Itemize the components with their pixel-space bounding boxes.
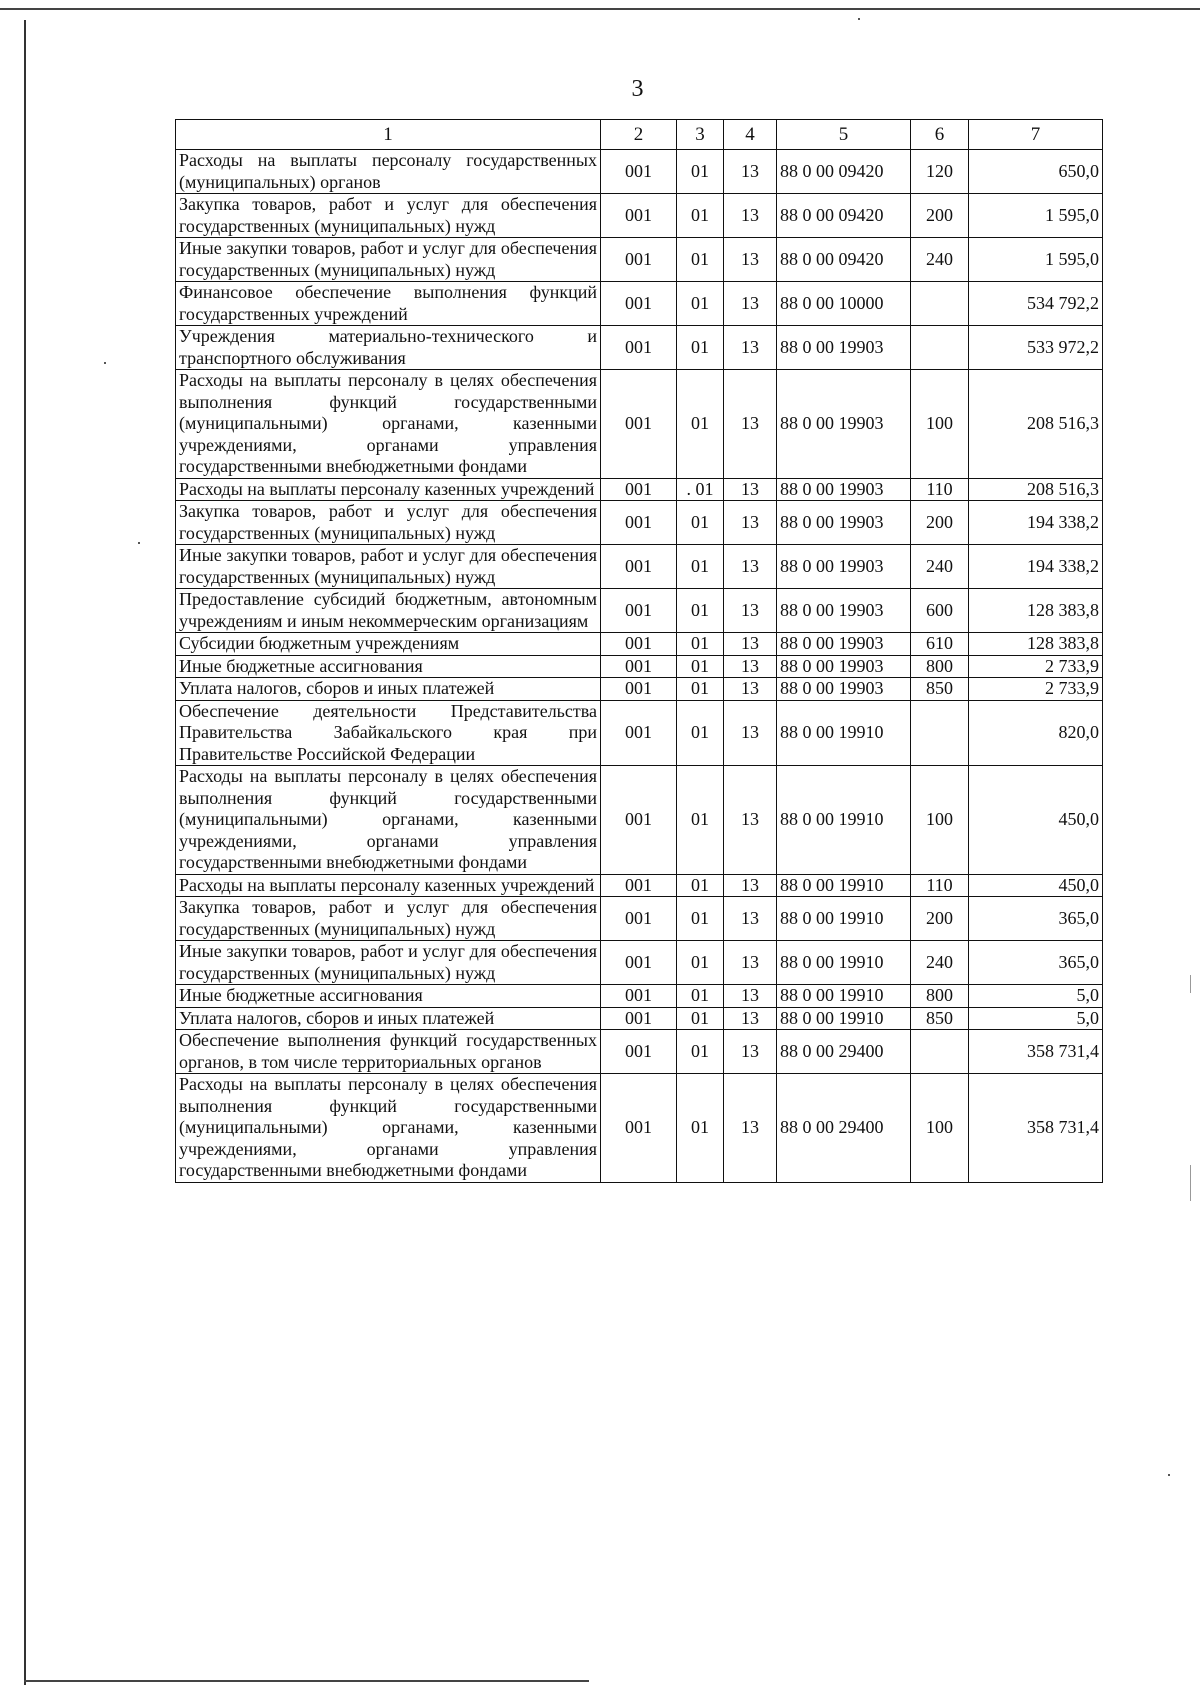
row-col2-cell: 001 [601,1007,677,1030]
row-col2-cell: 001 [601,874,677,897]
row-code-cell: 88 0 00 10000 [777,282,911,326]
row-name-cell: Иные закупки товаров, работ и услуг для обеспечения государственных (муниципальных) нужд [176,941,601,985]
row-name-cell: Иные бюджетные ассигнования [176,655,601,678]
row-amount-cell: 450,0 [969,874,1103,897]
row-amount-cell: 534 792,2 [969,282,1103,326]
row-col2-cell: 001 [601,633,677,656]
row-amount-cell: 208 516,3 [969,370,1103,479]
row-col6-cell [911,282,969,326]
row-col6-cell [911,1030,969,1074]
row-col4-cell: 13 [724,1030,777,1074]
table-row [176,874,1103,897]
row-code-cell: 88 0 00 19910 [777,985,911,1008]
row-amount-cell: 1 595,0 [969,194,1103,238]
row-col3-cell: 01 [677,238,724,282]
row-col4-cell: 13 [724,655,777,678]
row-col3-cell: 01 [677,501,724,545]
row-col2-cell: 001 [601,150,677,194]
row-col3-cell: 01 [677,633,724,656]
column-header-5: 5 [777,120,911,150]
row-name-cell: Иные закупки товаров, работ и услуг для обеспечения государственных (муниципальных) нужд [176,238,601,282]
table-row [176,897,1103,941]
row-code-cell: 88 0 00 19910 [777,700,911,766]
row-col4-cell: 13 [724,370,777,479]
row-col4-cell: 13 [724,326,777,370]
row-name-cell: Иные бюджетные ассигнования [176,985,601,1008]
row-col6-cell: 610 [911,633,969,656]
row-col2-cell: 001 [601,238,677,282]
row-col3-cell: 01 [677,326,724,370]
row-name-cell: Уплата налогов, сборов и иных платежей [176,678,601,701]
table-row [176,1007,1103,1030]
row-name-cell: Расходы на выплаты персоналу государственных (муниципальных) органов [176,150,601,194]
row-amount-cell: 450,0 [969,766,1103,875]
table-row [176,194,1103,238]
row-amount-cell: 2 733,9 [969,655,1103,678]
row-col4-cell: 13 [724,766,777,875]
row-col6-cell: 800 [911,985,969,1008]
row-name-cell: Обеспечение выполнения функций государственных органов, в том числе территориальных органов [176,1030,601,1074]
row-col3-cell: 01 [677,589,724,633]
row-code-cell: 88 0 00 09420 [777,150,911,194]
row-code-cell: 88 0 00 19903 [777,370,911,479]
row-col4-cell: 13 [724,874,777,897]
row-col4-cell: 13 [724,941,777,985]
row-col4-cell: 13 [724,150,777,194]
row-name-cell: Предоставление субсидий бюджетным, автономным учреждениям и иным некоммерческим организациям [176,589,601,633]
row-name-cell: Расходы на выплаты персоналу в целях обеспечения выполнения функций государственными (муниципальными) органами, казенными учреждениями, органами управления государственными внебюджетными фондами [176,1074,601,1183]
table-row [176,589,1103,633]
row-amount-cell: 820,0 [969,700,1103,766]
row-col2-cell: 001 [601,194,677,238]
column-header-1: 1 [176,120,601,150]
scan-speck [104,362,106,364]
row-col4-cell: 13 [724,238,777,282]
row-col6-cell: 200 [911,501,969,545]
header-row [176,120,1103,150]
table-row [176,766,1103,875]
row-name-cell: Уплата налогов, сборов и иных платежей [176,1007,601,1030]
row-col6-cell: 600 [911,589,969,633]
row-col6-cell: 240 [911,238,969,282]
row-name-cell: Расходы на выплаты персоналу казенных учреждений [176,478,601,501]
table-row [176,282,1103,326]
row-amount-cell: 650,0 [969,150,1103,194]
row-name-cell: Расходы на выплаты персоналу казенных учреждений [176,874,601,897]
row-col2-cell: 001 [601,766,677,875]
row-amount-cell: 365,0 [969,897,1103,941]
row-amount-cell: 128 383,8 [969,589,1103,633]
table-row [176,478,1103,501]
row-code-cell: 88 0 00 29400 [777,1074,911,1183]
row-col2-cell: 001 [601,501,677,545]
row-name-cell: Финансовое обеспечение выполнения функций государственных учреждений [176,282,601,326]
row-col3-cell: 01 [677,150,724,194]
row-name-cell: Закупка товаров, работ и услуг для обеспечения государственных (муниципальных) нужд [176,501,601,545]
row-col6-cell: 850 [911,678,969,701]
row-name-cell: Субсидии бюджетным учреждениям [176,633,601,656]
row-col3-cell: 01 [677,1007,724,1030]
row-col6-cell: 850 [911,1007,969,1030]
row-col3-cell: 01 [677,655,724,678]
row-col4-cell: 13 [724,985,777,1008]
row-col4-cell: 13 [724,633,777,656]
row-code-cell: 88 0 00 19910 [777,897,911,941]
row-col3-cell: . 01 [677,478,724,501]
table-row [176,985,1103,1008]
row-amount-cell: 358 731,4 [969,1030,1103,1074]
row-col3-cell: 01 [677,874,724,897]
row-col2-cell: 001 [601,655,677,678]
row-col6-cell: 100 [911,1074,969,1183]
row-col2-cell: 001 [601,370,677,479]
row-col6-cell [911,326,969,370]
row-col2-cell: 001 [601,545,677,589]
scan-mark [1190,1165,1191,1201]
row-col3-cell: 01 [677,282,724,326]
row-col4-cell: 13 [724,545,777,589]
row-code-cell: 88 0 00 19910 [777,766,911,875]
row-col3-cell: 01 [677,897,724,941]
row-code-cell: 88 0 00 19903 [777,633,911,656]
row-code-cell: 88 0 00 19910 [777,874,911,897]
table-row [176,633,1103,656]
row-col6-cell: 240 [911,941,969,985]
row-code-cell: 88 0 00 19903 [777,545,911,589]
table-row [176,326,1103,370]
row-amount-cell: 533 972,2 [969,326,1103,370]
row-col4-cell: 13 [724,282,777,326]
row-col3-cell: 01 [677,678,724,701]
row-col4-cell: 13 [724,1074,777,1183]
table-row [176,545,1103,589]
row-name-cell: Иные закупки товаров, работ и услуг для обеспечения государственных (муниципальных) нужд [176,545,601,589]
row-col2-cell: 001 [601,589,677,633]
row-name-cell: Расходы на выплаты персоналу в целях обеспечения выполнения функций государственными (муниципальными) органами, казенными учреждениями, органами управления государственными внебюджетными фондами [176,370,601,479]
table-row [176,700,1103,766]
row-col3-cell: 01 [677,1074,724,1183]
row-col4-cell: 13 [724,589,777,633]
row-col6-cell: 240 [911,545,969,589]
row-amount-cell: 2 733,9 [969,678,1103,701]
row-col2-cell: 001 [601,1030,677,1074]
row-code-cell: 88 0 00 29400 [777,1030,911,1074]
row-amount-cell: 128 383,8 [969,633,1103,656]
scan-speck [138,542,140,544]
page-left-edge [24,20,26,1685]
row-col2-cell: 001 [601,326,677,370]
row-amount-cell: 5,0 [969,1007,1103,1030]
row-code-cell: 88 0 00 19903 [777,478,911,501]
row-col2-cell: 001 [601,678,677,701]
column-header-3: 3 [677,120,724,150]
table-row [176,678,1103,701]
row-amount-cell: 365,0 [969,941,1103,985]
row-col2-cell: 001 [601,941,677,985]
row-col3-cell: 01 [677,766,724,875]
row-name-cell: Обеспечение деятельности Представительства Правительства Забайкальского края при Правительстве Российской Федерации [176,700,601,766]
column-header-2: 2 [601,120,677,150]
row-amount-cell: 208 516,3 [969,478,1103,501]
row-name-cell: Расходы на выплаты персоналу в целях обеспечения выполнения функций государственными (муниципальными) органами, казенными учреждениями, органами управления государственными внебюджетными фондами [176,766,601,875]
row-col4-cell: 13 [724,1007,777,1030]
row-col4-cell: 13 [724,478,777,501]
row-code-cell: 88 0 00 19903 [777,655,911,678]
row-amount-cell: 358 731,4 [969,1074,1103,1183]
row-code-cell: 88 0 00 19910 [777,941,911,985]
table-row [176,238,1103,282]
row-amount-cell: 1 595,0 [969,238,1103,282]
page-number: 3 [631,76,644,102]
row-col4-cell: 13 [724,194,777,238]
row-col6-cell: 200 [911,194,969,238]
table-row [176,501,1103,545]
row-col2-cell: 001 [601,985,677,1008]
row-code-cell: 88 0 00 19903 [777,501,911,545]
page-top-edge [0,8,1200,10]
row-amount-cell: 194 338,2 [969,545,1103,589]
row-col3-cell: 01 [677,985,724,1008]
row-amount-cell: 5,0 [969,985,1103,1008]
row-col4-cell: 13 [724,897,777,941]
scan-mark [1190,975,1191,993]
row-col2-cell: 001 [601,700,677,766]
row-col6-cell: 110 [911,874,969,897]
row-col6-cell: 120 [911,150,969,194]
row-col3-cell: 01 [677,941,724,985]
row-col3-cell: 01 [677,194,724,238]
row-code-cell: 88 0 00 19903 [777,678,911,701]
row-col6-cell [911,700,969,766]
row-col4-cell: 13 [724,678,777,701]
row-col6-cell: 100 [911,766,969,875]
row-col4-cell: 13 [724,501,777,545]
row-col2-cell: 001 [601,1074,677,1183]
row-col6-cell: 200 [911,897,969,941]
row-code-cell: 88 0 00 19903 [777,326,911,370]
table-row [176,1030,1103,1074]
row-col3-cell: 01 [677,545,724,589]
budget-table [175,119,1103,1183]
row-col6-cell: 800 [911,655,969,678]
table-row [176,941,1103,985]
row-col3-cell: 01 [677,700,724,766]
table-row [176,1074,1103,1183]
row-col3-cell: 01 [677,370,724,479]
row-col4-cell: 13 [724,700,777,766]
row-name-cell: Закупка товаров, работ и услуг для обеспечения государственных (муниципальных) нужд [176,194,601,238]
table-body [176,150,1103,1183]
table-row [176,370,1103,479]
row-code-cell: 88 0 00 19903 [777,589,911,633]
row-name-cell: Учреждения материально-технического и транспортного обслуживания [176,326,601,370]
row-amount-cell: 194 338,2 [969,501,1103,545]
table-row [176,655,1103,678]
column-header-7: 7 [969,120,1103,150]
page-bottom-edge [24,1680,589,1682]
table-row [176,150,1103,194]
scan-speck [1168,1474,1170,1476]
row-col6-cell: 110 [911,478,969,501]
scan-speck [858,18,860,20]
column-header-4: 4 [724,120,777,150]
row-col6-cell: 100 [911,370,969,479]
row-col3-cell: 01 [677,1030,724,1074]
row-name-cell: Закупка товаров, работ и услуг для обеспечения государственных (муниципальных) нужд [176,897,601,941]
row-code-cell: 88 0 00 09420 [777,238,911,282]
row-col2-cell: 001 [601,897,677,941]
row-col2-cell: 001 [601,282,677,326]
row-code-cell: 88 0 00 19910 [777,1007,911,1030]
row-col2-cell: 001 [601,478,677,501]
column-header-6: 6 [911,120,969,150]
row-code-cell: 88 0 00 09420 [777,194,911,238]
